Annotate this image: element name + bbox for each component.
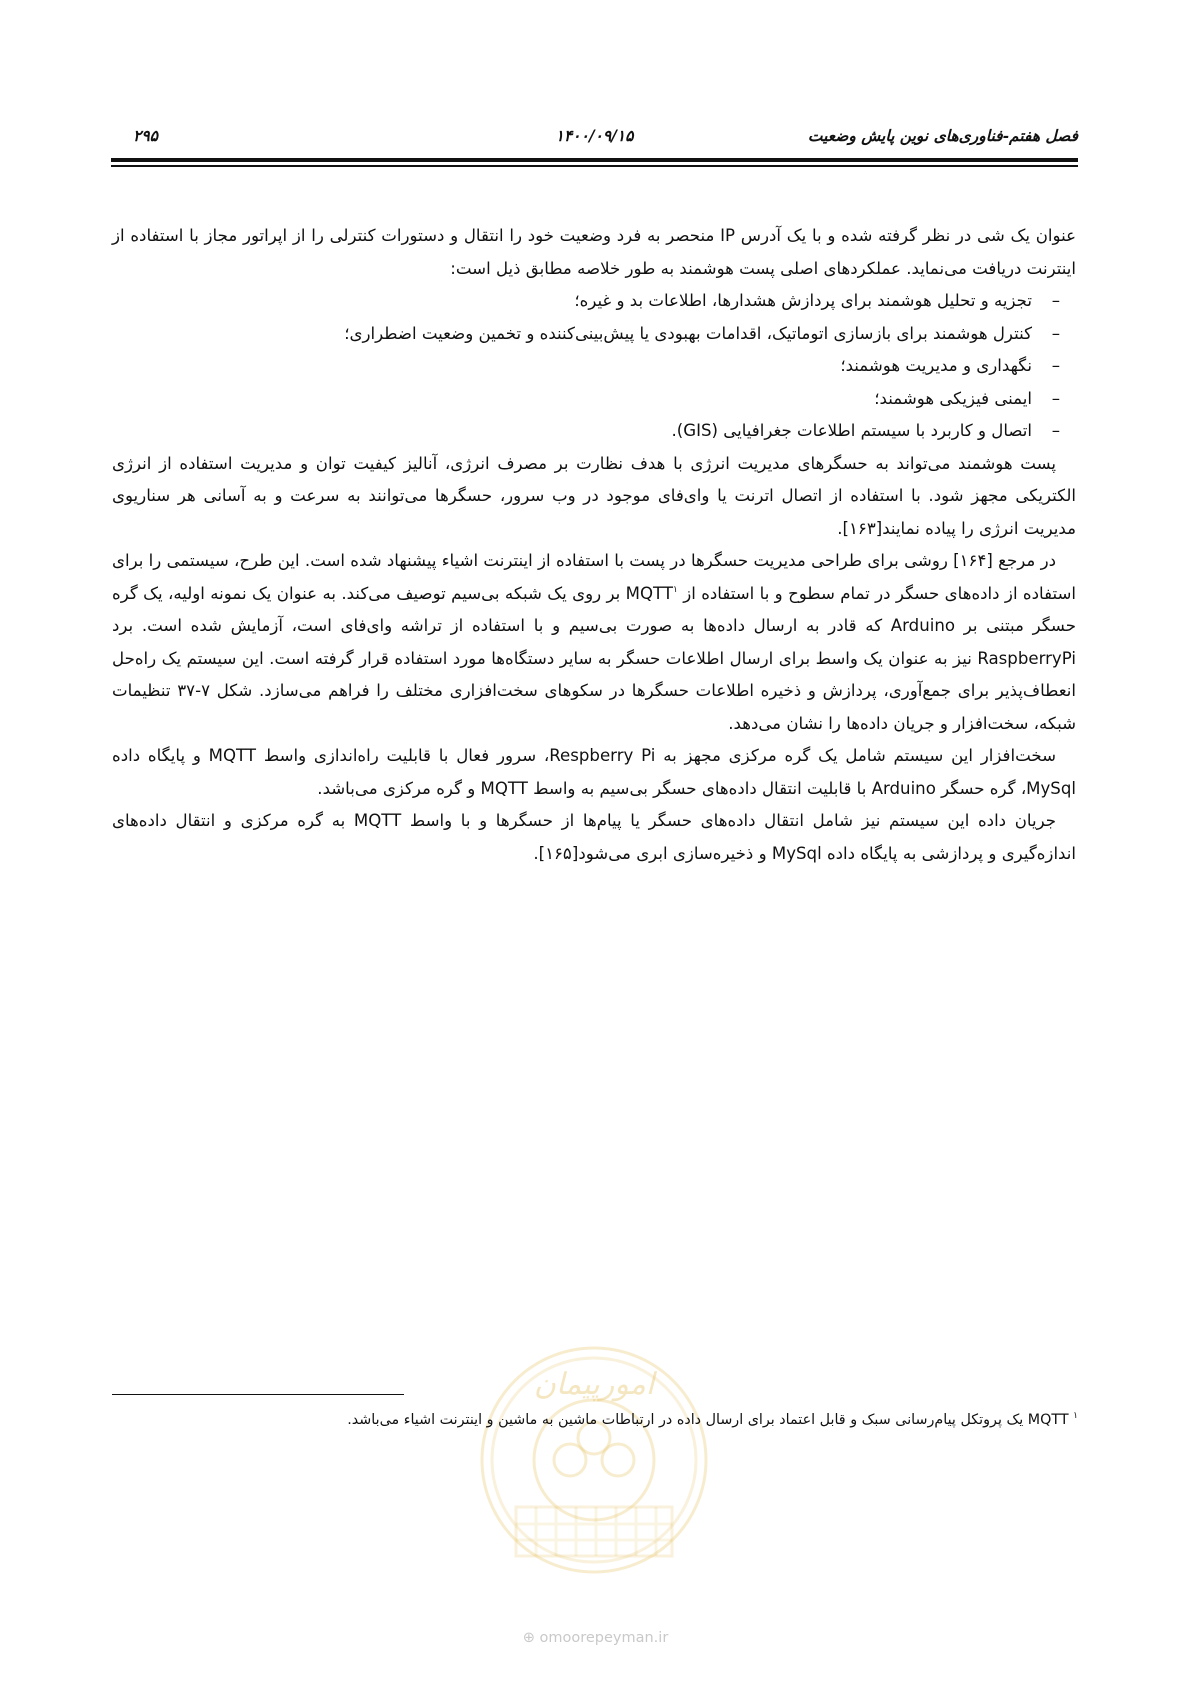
bullet-dash: – bbox=[1051, 356, 1060, 375]
header-rule-thin bbox=[111, 165, 1078, 167]
list-item bbox=[112, 285, 1060, 318]
footnote-reference: ۱ bbox=[673, 584, 678, 595]
body-text bbox=[112, 220, 1076, 870]
footnote bbox=[178, 1408, 1078, 1432]
chapter-title: فصل هفتم-فناوری‌های نوین پایش وضعیت bbox=[807, 126, 1078, 145]
list-item-text: کنترل هوشمند برای بازسازی اتوماتیک، اقدامات بهبودی یا پیش‌بینی‌کننده و تخمین وضعیت اضطراری؛ bbox=[344, 323, 1032, 343]
bullet-dash: – bbox=[1051, 388, 1060, 408]
list-item bbox=[112, 383, 1060, 416]
paragraph-2: پست هوشمند می‌تواند به حسگرهای مدیریت انرژی با هدف نظارت بر مصرف انرژی، آنالیز کیفیت توان و مدیریت استفاده از انرژی الکتریکی مجهز شود. با استفاده از اتصال اترنت یا وای‌فای موجود در وب سرور، حسگرها می‌توانند به سرعت و به آسانی هر سناریوی مدیریت انرژی را پیاده نمایند[۱۶۳]. bbox=[112, 453, 1076, 538]
watermark-url-text: omoorepeyman.ir bbox=[539, 1630, 669, 1646]
bullet-dash: – bbox=[1051, 291, 1060, 310]
footnote-text: MQTT یک پروتکل پیام‌رسانی سبک و قابل اعتماد برای ارسال داده در ارتباطات ماشین به ماشین و اینترنت اشیاء می‌باشد. bbox=[347, 1412, 1074, 1428]
bullet-dash: – bbox=[1051, 421, 1060, 440]
paragraph-3-part-a: در مرجع [۱۶۴] روشی برای طراحی مدیریت حسگرها در پست با استفاده از اینترنت اشیاء پیشنهاد شده است. این طرح، سیستمی را برای استفاده از داده‌های حسگر در تمام سطوح و با استفاده از MQTT bbox=[112, 551, 1076, 603]
footnote-marker: ۱ bbox=[1073, 1411, 1078, 1421]
list-item-text: تجزیه و تحلیل هوشمند برای پردازش هشدارها، اطلاعات بد و غیره؛ bbox=[574, 291, 1032, 310]
footnote-rule bbox=[112, 1394, 404, 1395]
paragraph-3 bbox=[112, 545, 1076, 740]
bullet-list bbox=[112, 285, 1076, 448]
bullet-dash: – bbox=[1051, 323, 1060, 343]
page-number: ۲۹۵ bbox=[133, 126, 158, 145]
list-item-text: ایمنی فیزیکی هوشمند؛ bbox=[874, 388, 1032, 408]
list-item-text: نگهداری و مدیریت هوشمند؛ bbox=[840, 356, 1032, 375]
globe-icon: ⊕ bbox=[522, 1630, 535, 1646]
header-rule-thick bbox=[111, 158, 1078, 162]
paragraph-1: عنوان یک شی در نظر گرفته شده و با یک آدرس IP منحصر به فرد وضعیت خود را انتقال و دستورات کنترلی را از اپراتور مجاز با استفاده از اینترنت دریافت می‌نماید. عملکردهای اصلی پست هوشمند به طور خلاصه مطابق ذیل است: bbox=[112, 226, 1076, 278]
watermark-seal bbox=[476, 1342, 712, 1578]
running-header bbox=[111, 126, 1078, 148]
list-item bbox=[112, 415, 1060, 448]
list-item bbox=[112, 350, 1060, 383]
paragraph-3-part-b: بر روی یک شبکه بی‌سیم توصیف می‌کند. به عنوان یک نمونه اولیه، یک گره حسگر مبتنی بر Arduino که قادر به ارسال داده‌ها به صورت بی‌سیم و با استفاده از تراشه وای‌فای است، آزمایش شده است. برد RaspberryPi نیز به عنوان یک واسط برای ارسال اطلاعات حسگر به سایر دستگاه‌ها مورد استفاده قرار گرفته است. این سیستم یک راه‌حل انعطاف‌پذیر برای جمع‌آوری، پردازش و ذخیره اطلاعات حسگرها در سکوهای سخت‌افزاری مختلف را فراهم می‌سازد. شکل ۷-۳۷ تنظیمات شبکه، سخت‌افزار و جریان داده‌ها را نشان می‌دهد. bbox=[112, 583, 1077, 733]
watermark-logo-text: امورپیمان bbox=[533, 1367, 655, 1402]
header-date: ۱۴۰۰/۰۹/۱۵ bbox=[555, 126, 634, 145]
list-item bbox=[112, 318, 1060, 351]
paragraph-4: سخت‌افزار این سیستم شامل یک گره مرکزی مجهز به Respberry Pi، سرور فعال با قابلیت راه‌اندازی واسط MQTT و پایگاه داده MySql، گره حسگر Arduino با قابلیت انتقال داده‌های حسگر بی‌سیم به واسط MQTT و گره مرکزی می‌باشد. bbox=[112, 746, 1076, 798]
paragraph-5: جریان داده این سیستم نیز شامل انتقال داده‌های حسگر یا پیام‌ها از حسگرها و با واسط MQTT به گره مرکزی و انتقال داده‌های اندازه‌گیری و پردازشی به پایگاه داده MySql و ذخیره‌سازی ابری می‌شود[۱۶۵]. bbox=[112, 811, 1076, 863]
list-item-text: اتصال و کاربرد با سیستم اطلاعات جغرافیایی (GIS). bbox=[671, 421, 1032, 440]
watermark-url bbox=[0, 1630, 1191, 1646]
